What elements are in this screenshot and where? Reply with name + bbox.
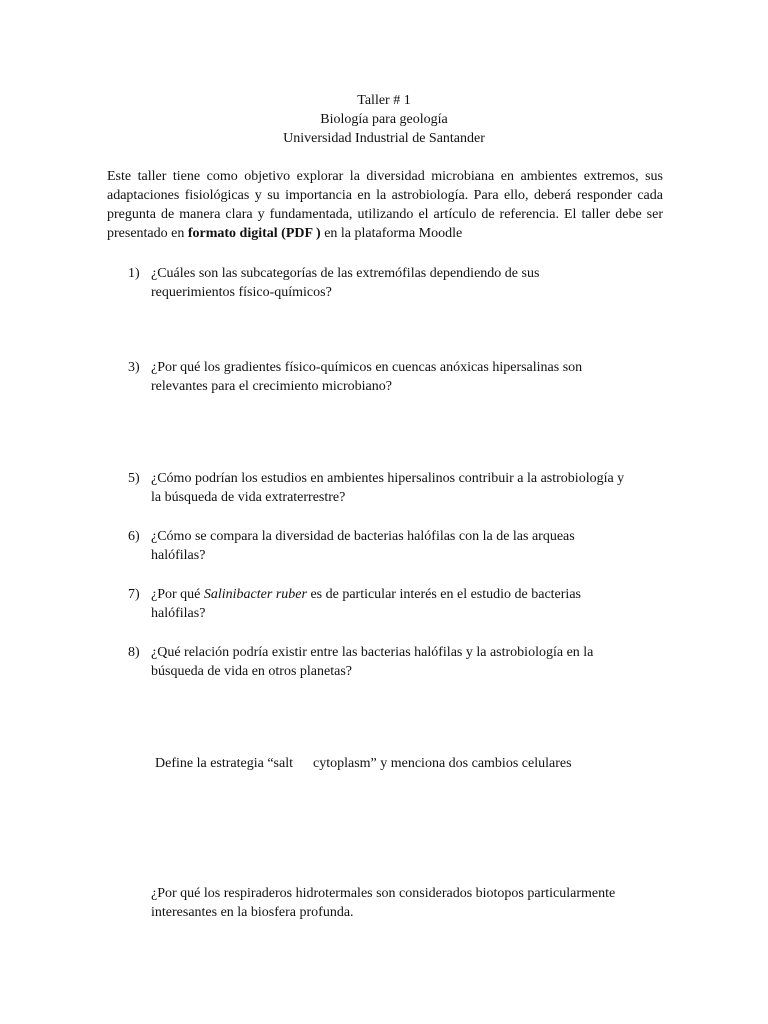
question-text-line-1 — [151, 585, 668, 604]
question-text-line-2: halófilas? — [151, 606, 206, 621]
question-text-line-1: ¿Qué relación podría existir entre las bacterias halófilas y la astrobiología en la — [151, 645, 594, 660]
extra-question-line-1: ¿Por qué los respiraderos hidrotermales son considerados biotopos particularmente — [151, 886, 616, 901]
university-name: Universidad Industrial de Santander — [283, 131, 485, 146]
question-text-line-2: la búsqueda de vida extraterrestre? — [151, 490, 346, 505]
intro-text-end: en la plataforma Moodle — [320, 226, 463, 241]
question-number: 6) — [128, 529, 140, 544]
question-1 — [128, 264, 668, 302]
question-number: 3) — [128, 360, 140, 375]
question-3 — [128, 358, 668, 396]
extra-question-salt-in — [155, 754, 572, 773]
question-text-line-1: ¿Por qué los gradientes físico-químicos en cuencas anóxicas hipersalinas son — [151, 360, 583, 375]
question-5 — [128, 469, 668, 507]
question-text-line-2: relevantes para el crecimiento microbiano? — [151, 379, 392, 394]
extra-question-part-2: cytoplasm” y menciona dos cambios celulares — [312, 756, 572, 771]
extra-question-line-2: interesantes en la biosfera profunda. — [151, 905, 354, 920]
question-text-line-2: búsqueda de vida en otros planetas? — [151, 664, 352, 679]
question-7 — [128, 585, 668, 623]
intro-paragraph — [107, 167, 663, 243]
question-text-line-2: halófilas? — [151, 548, 206, 563]
question-text-line-1: ¿Cómo se compara la diversidad de bacterias halófilas con la de las arqueas — [151, 529, 575, 544]
question-text-line-1: ¿Cómo podrían los estudios en ambientes hipersalinos contribuir a la astrobiología y — [151, 471, 625, 486]
question-8 — [128, 643, 668, 681]
question-number: 5) — [128, 471, 140, 486]
course-name: Biología para geología — [320, 112, 448, 127]
question-text-line-1: ¿Cuáles son las subcategorías de las extremófilas dependiendo de sus — [151, 266, 540, 281]
question-text-line-2: requerimientos físico-químicos? — [151, 285, 332, 300]
question-text-post: es de particular interés en el estudio de bacterias — [306, 587, 581, 602]
question-number: 7) — [128, 587, 140, 602]
intro-text: Este taller tiene como objetivo explorar la diversidad microbiana en ambientes extremos, sus adaptaciones fisiológicas y su importancia en la astrobiología. Para ello, deberá responder cada pregunta de manera clara y fundamentada, utilizando el artículo de referencia. El taller debe ser presentado en — [107, 169, 663, 241]
extra-question-part-1: Define la estrategia “salt — [155, 756, 293, 771]
question-number: 1) — [128, 266, 140, 281]
intro-bold-format: formato digital (PDF ) — [187, 226, 321, 241]
question-text-pre: ¿Por qué — [151, 587, 204, 602]
extra-question-hydrothermal — [151, 884, 671, 922]
document-header — [0, 91, 768, 148]
workshop-title: Taller # 1 — [357, 93, 411, 108]
question-6 — [128, 527, 668, 565]
species-name: Salinibacter ruber — [203, 587, 307, 602]
question-number: 8) — [128, 645, 140, 660]
